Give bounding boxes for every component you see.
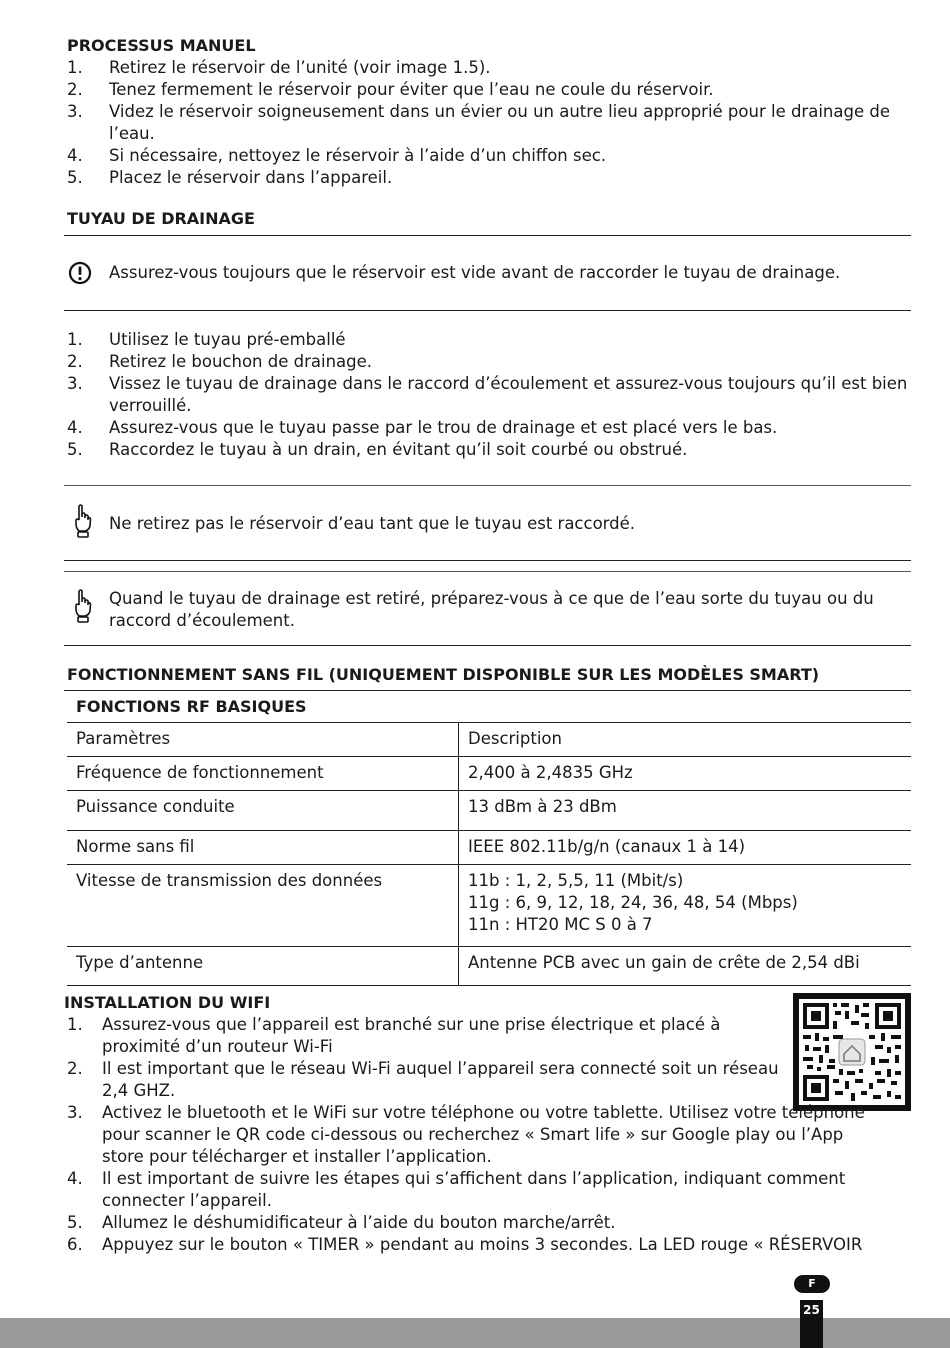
item-number: 5. xyxy=(67,168,83,187)
list-item xyxy=(67,417,912,439)
list-item xyxy=(67,439,912,461)
table-cell-desc: Antenne PCB avec un gain de crête de 2,54 dBi xyxy=(459,947,912,986)
note-hose-connected: Ne retirez pas le réservoir d’eau tant que le tuyau est raccordé. xyxy=(109,514,636,533)
table-row xyxy=(67,865,911,947)
divider xyxy=(64,310,911,311)
table-cell-desc: 2,400 à 2,4835 GHz xyxy=(459,757,912,791)
table-cell-desc: IEEE 802.11b/g/n (canaux 1 à 14) xyxy=(459,831,912,865)
table-header-cell: Description xyxy=(459,723,912,757)
item-text: Il est important de suivre les étapes qui s’affichent dans l’application, indiquant comment connecter l’appareil. xyxy=(102,1169,846,1210)
list-item xyxy=(67,1212,882,1234)
table-cell-desc: 11b : 1, 2, 5,5, 11 (Mbit/s) 11g : 6, 9, 12, 18, 24, 36, 48, 54 (Mbps) 11n : HT20 MC S 0 à 7 xyxy=(459,865,912,947)
list-item xyxy=(67,1058,882,1102)
divider xyxy=(64,645,911,646)
wireless-heading: FONCTIONNEMENT SANS FIL (UNIQUEMENT DISPONIBLE SUR LES MODÈLES SMART) xyxy=(67,665,820,684)
table-row xyxy=(67,791,911,831)
item-number: 6. xyxy=(67,1235,83,1254)
list-item xyxy=(67,351,912,373)
list-item xyxy=(67,167,912,189)
table-cell-param: Type d’antenne xyxy=(67,947,459,986)
drainage-list xyxy=(67,329,912,461)
table-cell-param: Fréquence de fonctionnement xyxy=(67,757,459,791)
list-item xyxy=(67,101,912,145)
manual-list xyxy=(67,57,912,189)
item-number: 1. xyxy=(67,1015,83,1034)
table-cell-param: Vitesse de transmission des données xyxy=(67,865,459,947)
item-number: 3. xyxy=(67,374,83,393)
item-text: Tenez fermement le réservoir pour éviter que l’eau ne coule du réservoir. xyxy=(109,80,714,99)
list-item xyxy=(67,1168,882,1212)
item-number: 4. xyxy=(67,418,83,437)
divider xyxy=(64,485,911,486)
item-text: Assurez-vous que l’appareil est branché sur une prise électrique et placé à proximité d’un routeur Wi-Fi xyxy=(102,1015,721,1056)
list-item xyxy=(67,57,912,79)
list-item xyxy=(67,79,912,101)
divider xyxy=(64,690,911,691)
language-badge: F xyxy=(794,1275,830,1293)
item-number: 4. xyxy=(67,1169,83,1188)
item-text: Assurez-vous que le tuyau passe par le trou de drainage et est placé vers le bas. xyxy=(109,418,778,437)
list-item xyxy=(67,1234,922,1256)
manual-heading: PROCESSUS MANUEL xyxy=(67,36,256,55)
item-text: Retirez le bouchon de drainage. xyxy=(109,352,373,371)
item-text: Appuyez sur le bouton « TIMER » pendant au moins 3 secondes. La LED rouge « RÉSERVOIR xyxy=(102,1235,863,1254)
item-number: 5. xyxy=(67,1213,83,1232)
divider xyxy=(64,560,911,561)
item-text: Activez le bluetooth et le WiFi sur votre téléphone ou votre tablette. Utilisez votre téléphone pour scanner le QR code ci-dessous ou recherchez « Smart life » sur Google play ou l’App store pour télécharger et installer l’application. xyxy=(102,1103,865,1166)
item-number: 1. xyxy=(67,58,83,77)
item-number: 5. xyxy=(67,440,83,459)
table-cell-param: Norme sans fil xyxy=(67,831,459,865)
drainage-heading: TUYAU DE DRAINAGE xyxy=(67,209,255,228)
rf-heading: FONCTIONS RF BASIQUES xyxy=(76,697,307,716)
wifi-heading: INSTALLATION DU WIFI xyxy=(64,993,271,1012)
item-number: 2. xyxy=(67,1059,83,1078)
item-number: 3. xyxy=(67,102,83,121)
list-item xyxy=(67,373,912,417)
divider xyxy=(64,571,911,572)
item-number: 1. xyxy=(67,330,83,349)
item-text: Utilisez le tuyau pré-emballé xyxy=(109,330,346,349)
pointing-hand-icon xyxy=(72,503,94,545)
item-number: 2. xyxy=(67,80,83,99)
item-text: Allumez le déshumidificateur à l’aide du bouton marche/arrêt. xyxy=(102,1213,616,1232)
item-number: 4. xyxy=(67,146,83,165)
item-text: Placez le réservoir dans l’appareil. xyxy=(109,168,393,187)
page-number: 25 xyxy=(800,1300,823,1348)
list-item xyxy=(67,1014,882,1058)
list-item xyxy=(67,145,912,167)
item-number: 2. xyxy=(67,352,83,371)
table-header-row xyxy=(67,723,911,757)
table-row xyxy=(67,757,911,791)
item-number: 3. xyxy=(67,1103,83,1122)
wifi-list xyxy=(67,1014,882,1256)
exclamation-circle-icon xyxy=(68,261,92,291)
item-text: Videz le réservoir soigneusement dans un évier ou un autre lieu approprié pour le drainage de l’eau. xyxy=(109,102,890,143)
item-text: Retirez le réservoir de l’unité (voir image 1.5). xyxy=(109,58,491,77)
list-item xyxy=(67,1102,882,1168)
table-row xyxy=(67,947,911,986)
item-text: Il est important que le réseau Wi-Fi auquel l’appareil sera connecté soit un réseau 2,4 GHZ. xyxy=(102,1059,779,1100)
note-hose-removed: Quand le tuyau de drainage est retiré, préparez-vous à ce que de l’eau sorte du tuyau ou du raccord d’écoulement. xyxy=(109,589,874,630)
list-item xyxy=(67,329,912,351)
rf-table xyxy=(67,722,911,986)
divider xyxy=(64,235,911,236)
item-text: Vissez le tuyau de drainage dans le raccord d’écoulement et assurez-vous toujours qu’il est bien verrouillé. xyxy=(109,374,908,415)
table-cell-param: Puissance conduite xyxy=(67,791,459,831)
pointing-hand-icon xyxy=(72,588,94,630)
item-text: Si nécessaire, nettoyez le réservoir à l’aide d’un chiffon sec. xyxy=(109,146,607,165)
item-text: Raccordez le tuyau à un drain, en évitant qu’il soit courbé ou obstrué. xyxy=(109,440,688,459)
table-row xyxy=(67,831,911,865)
table-header-cell: Paramètres xyxy=(67,723,459,757)
drainage-warning: Assurez-vous toujours que le réservoir est vide avant de raccorder le tuyau de drainage. xyxy=(109,263,841,282)
table-cell-desc: 13 dBm à 23 dBm xyxy=(459,791,912,831)
